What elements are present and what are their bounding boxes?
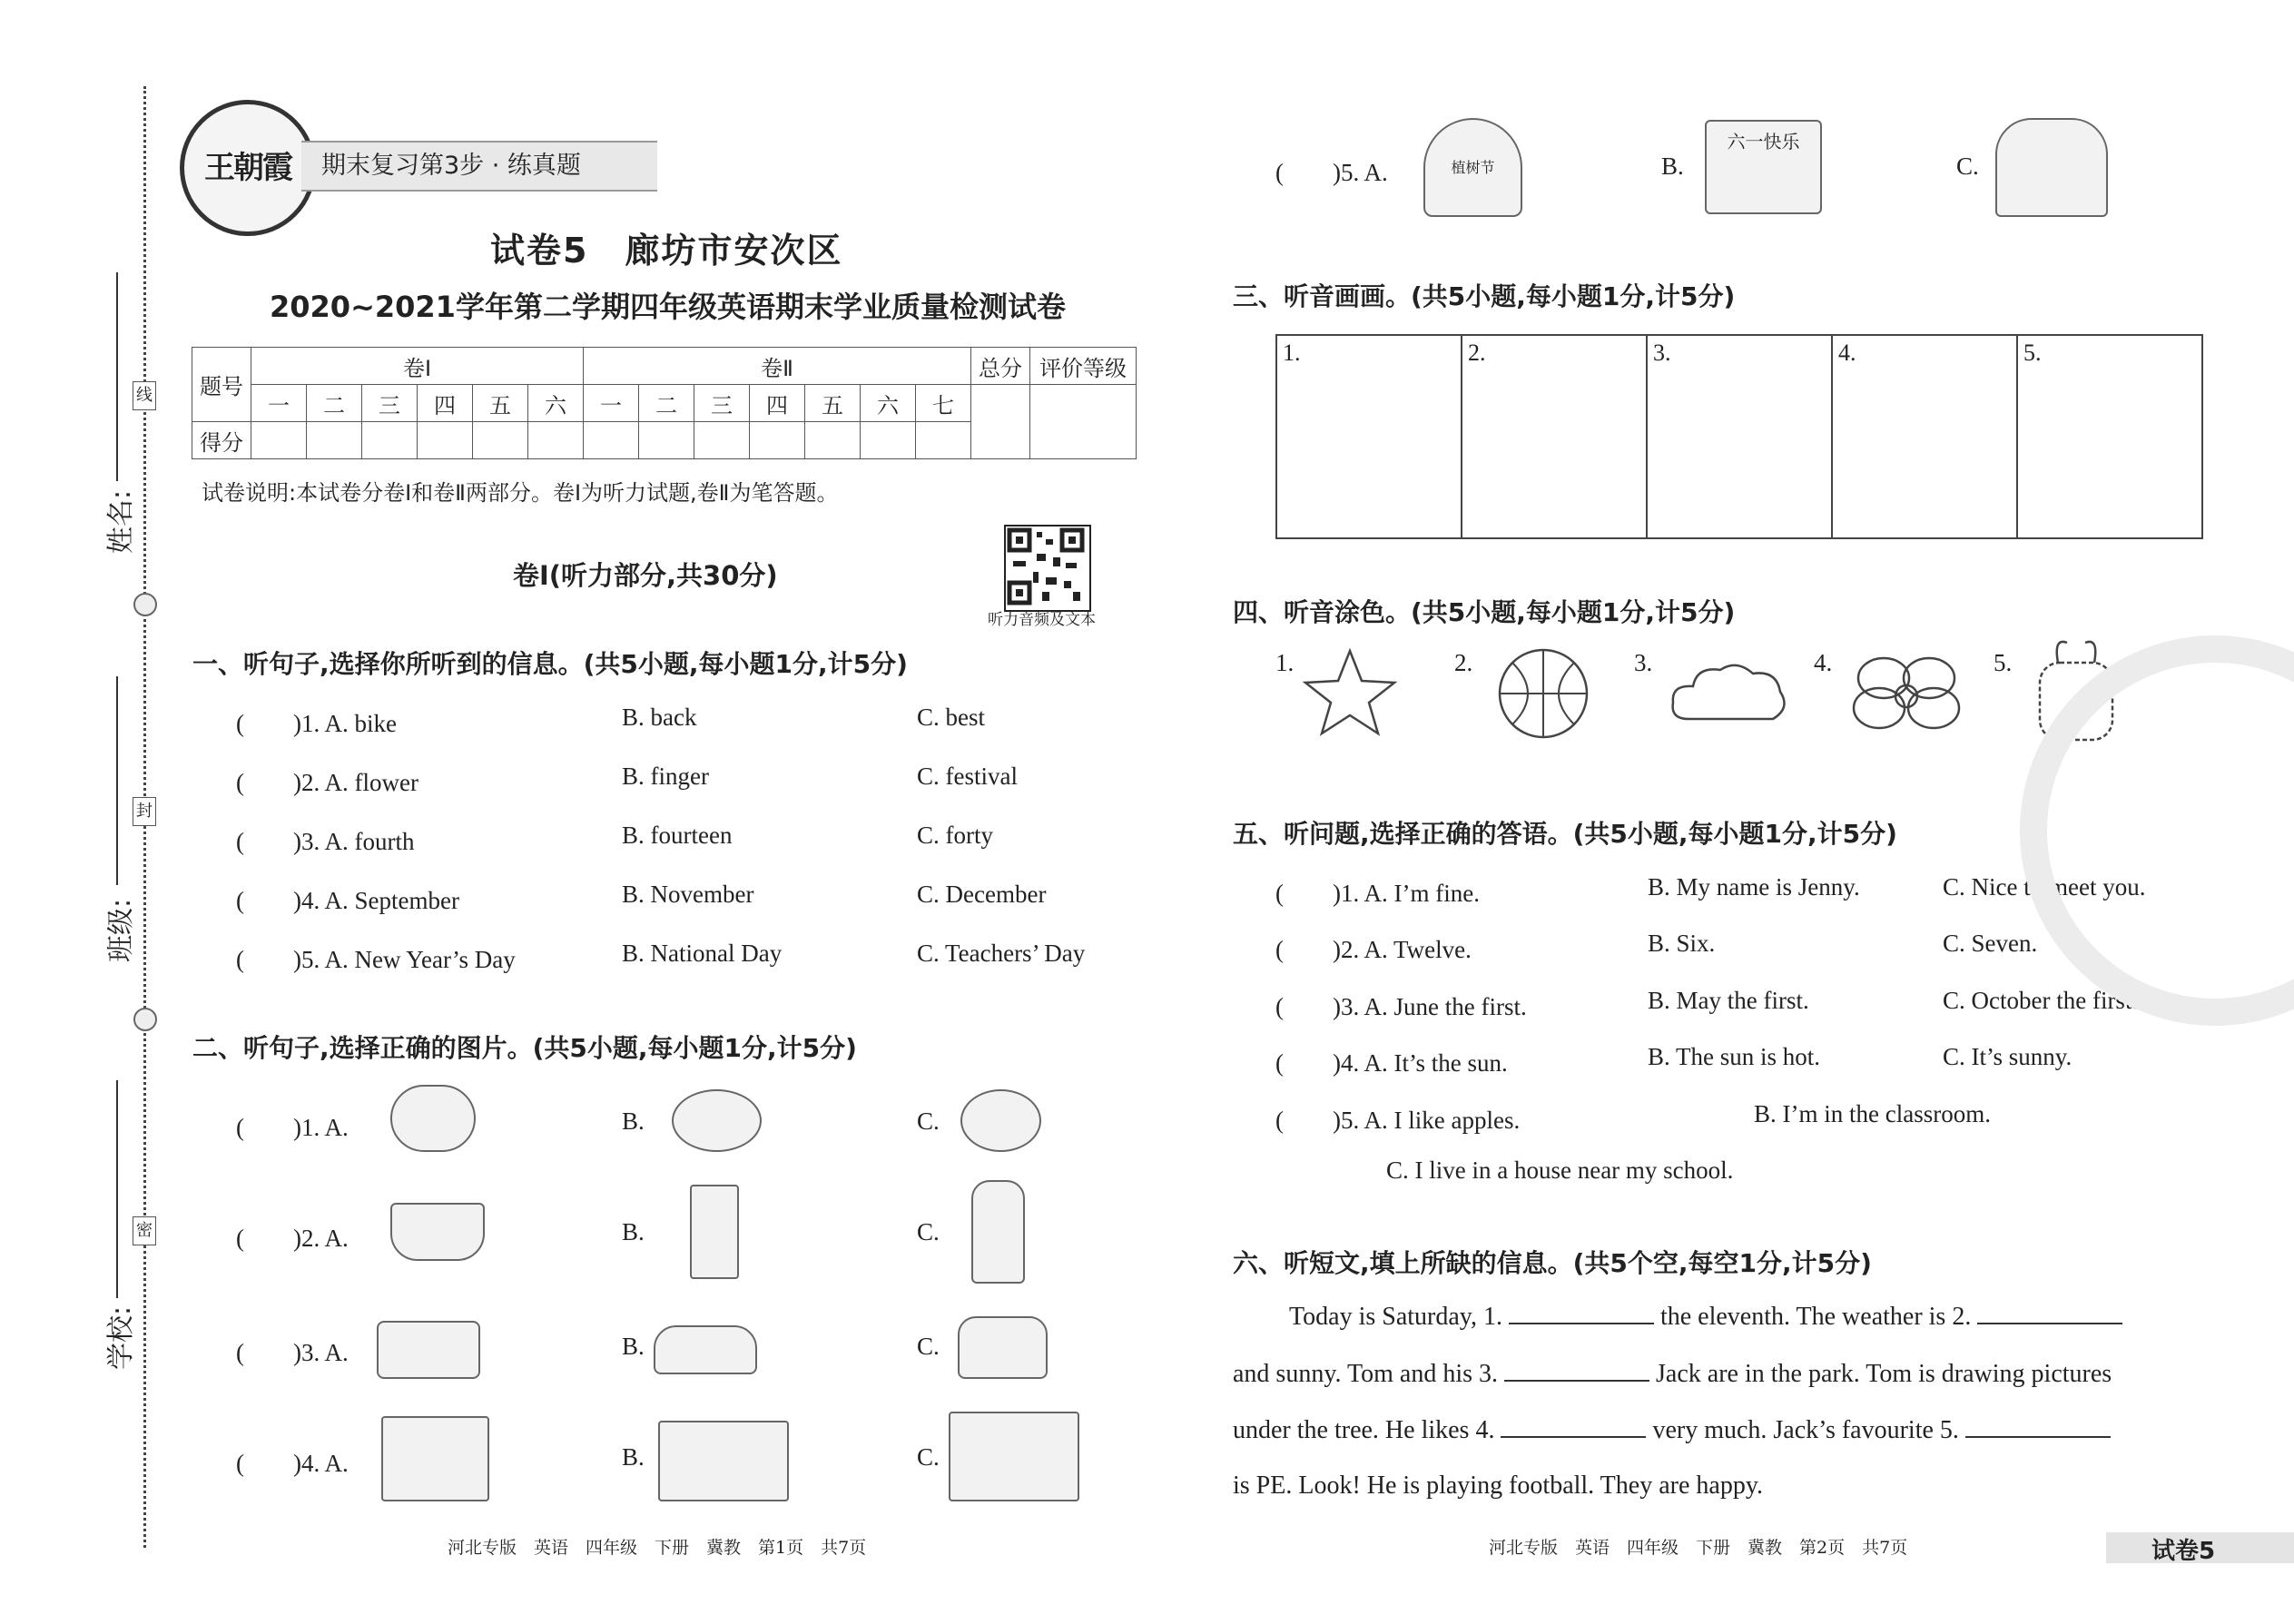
s5-q1-b[interactable]: B. My name is Jenny. [1648,873,1860,901]
basketball-icon[interactable] [1496,646,1590,741]
paper-subtitle: 2020~2021学年第二学期四年级英语期末学业质量检测试卷 [270,290,1066,324]
name-underline [116,272,118,481]
grade-cell[interactable] [1030,385,1137,459]
class-label: 班级: [105,898,138,963]
draw-cell-2[interactable]: 2. [1462,335,1647,538]
score-cell[interactable] [362,422,418,459]
flower-icon[interactable] [1847,646,1965,737]
score-col: 四 [750,385,805,422]
noodles-bowl-icon[interactable] [960,1089,1041,1152]
footer-left: 河北专版 英语 四年级 下册 冀教 第1页 共7页 [448,1538,867,1558]
binding-ring [133,1008,157,1031]
score-col: 六 [528,385,584,422]
s5-q2-b[interactable]: B. Six. [1648,930,1716,957]
name-label: 姓名: [105,489,138,555]
score-cell[interactable] [694,422,750,459]
seal-mark-secret: 密 [133,1216,156,1245]
s1-q3-a[interactable]: ( )3. A. fourth [236,828,415,855]
score-cell[interactable] [418,422,473,459]
s5-q1-a[interactable]: ( )1. A. I’m fine. [1275,880,1480,907]
footer-right: 河北专版 英语 四年级 下册 冀教 第2页 共7页 [1489,1538,1908,1558]
page-tag: 试卷5 [2151,1538,2216,1565]
section6-title: 六、听短文,填上所缺的信息。(共5个空,每空1分,计5分) [1233,1248,1872,1278]
s4-num-5: 5. [1994,649,2013,676]
score-table-grade: 评价等级 [1030,348,1137,385]
s1-q5-a[interactable]: ( )5. A. New Year’s Day [236,946,516,973]
trousers-icon[interactable] [690,1185,739,1279]
s2-q3-a[interactable]: ( )3. A. [236,1339,349,1366]
s5-q4-c[interactable]: C. It’s sunny. [1943,1043,2072,1070]
score-col: 一 [584,385,639,422]
hamburger-icon[interactable] [390,1085,476,1152]
s2-q1-a[interactable]: ( )1. A. [236,1114,349,1141]
score-cell[interactable] [251,422,307,459]
s1-q2-c[interactable]: C. festival [917,763,1018,790]
score-table [192,347,1137,459]
s1-q4-c[interactable]: C. December [917,881,1047,908]
cinema-building-icon[interactable] [658,1421,789,1501]
s1-q1-a[interactable]: ( )1. A. bike [236,710,397,737]
draw-cell-1[interactable]: 1. [1276,335,1462,538]
qr-code-icon[interactable] [1004,525,1091,612]
binding-ring [133,593,157,616]
s2-q2-b[interactable]: B. [622,1218,645,1245]
library-building-icon[interactable] [949,1412,1079,1501]
score-col: 五 [473,385,528,422]
s2-q1-c[interactable]: C. [917,1107,940,1135]
section3-title: 三、听音画画。(共5小题,每小题1分,计5分) [1233,281,1736,311]
s5-q5-c[interactable]: C. I live in a house near my school. [1386,1156,1734,1184]
score-col: 六 [861,385,916,422]
score-col: 三 [362,385,418,422]
s1-q4-b[interactable]: B. November [622,881,754,908]
score-cell[interactable] [805,422,861,459]
part1-title: 卷Ⅰ(听力部分,共30分) [513,560,778,591]
score-cell[interactable] [861,422,916,459]
dress-icon[interactable] [971,1180,1025,1284]
star-icon[interactable] [1300,646,1400,737]
blank-3[interactable] [1504,1360,1649,1382]
skirt-icon[interactable] [390,1203,485,1261]
passage-line-1: Today is Saturday, 1. the eleventh. The weather is 2. [1289,1303,2122,1330]
s1-q1-c[interactable]: C. best [917,704,986,731]
score-cell[interactable] [750,422,805,459]
s2-q5-b[interactable]: B. [1661,153,1684,180]
score-cell[interactable] [584,422,639,459]
score-col: 一 [251,385,307,422]
s2-q4-a[interactable]: ( )4. A. [236,1450,349,1477]
score-table-total: 总分 [971,348,1030,385]
score-col: 四 [418,385,473,422]
school-underline [116,1080,118,1298]
score-cell[interactable] [639,422,694,459]
score-row-label: 得分 [192,422,251,459]
score-cell[interactable] [916,422,971,459]
childrens-day-icon[interactable] [1705,120,1822,214]
blank-2[interactable] [1977,1303,2122,1324]
draw-cell-5[interactable]: 5. [2017,335,2202,538]
score-table-head: 题号 [192,348,251,422]
s4-num-3: 3. [1634,649,1653,676]
paper-title: 试卷5 廊坊市安次区 [490,231,843,271]
s1-q2-b[interactable]: B. finger [622,763,709,790]
exam-note: 试卷说明:本试卷分卷Ⅰ和卷Ⅱ两部分。卷Ⅰ为听力试题,卷Ⅱ为笔答题。 [202,480,839,506]
dumplings-plate-icon[interactable] [672,1089,762,1152]
s2-q5-c[interactable]: C. [1956,153,1979,180]
score-table-part1: 卷Ⅰ [251,348,584,385]
s5-q4-a[interactable]: ( )4. A. It’s the sun. [1275,1049,1508,1077]
s1-q5-b[interactable]: B. National Day [622,940,783,967]
christmas-tree-house-icon[interactable] [1995,118,2108,217]
score-cell[interactable] [307,422,362,459]
s5-q5-a[interactable]: ( )5. A. I like apples. [1275,1107,1521,1134]
section2-title: 二、听句子,选择正确的图片。(共5小题,每小题1分,计5分) [192,1033,857,1063]
class-underline [116,676,118,885]
s2-q4-b[interactable]: B. [622,1443,645,1471]
s2-q3-c[interactable]: C. [917,1333,940,1360]
cloud-icon[interactable] [1666,655,1793,737]
score-cell[interactable] [473,422,528,459]
tree-sign-text: 植树节 [1451,159,1495,176]
s4-num-2: 2. [1454,649,1473,676]
section1-title: 一、听句子,选择你所听到的信息。(共5小题,每小题1分,计5分) [192,649,908,679]
passage-line-4: is PE. Look! He is playing football. They are happy. [1233,1471,1763,1500]
s2-q4-c[interactable]: C. [917,1443,940,1471]
s5-q4-b[interactable]: B. The sun is hot. [1648,1043,1821,1070]
score-col: 二 [639,385,694,422]
seal-mark-line: 线 [133,381,156,410]
bus-icon[interactable] [377,1321,480,1379]
drawing-table [1275,334,2203,539]
draw-cell-4[interactable]: 4. [1832,335,2017,538]
blank-4[interactable] [1501,1416,1646,1438]
s5-q3-c[interactable]: C. October the first. [1943,987,2139,1014]
s2-q2-c[interactable]: C. [917,1218,940,1245]
s5-q2-c[interactable]: C. Seven. [1943,930,2038,957]
car-icon[interactable] [654,1325,757,1374]
s5-q3-b[interactable]: B. May the first. [1648,987,1809,1014]
passage-line-2: and sunny. Tom and his 3. Jack are in the park. Tom is drawing pictures [1233,1360,2112,1388]
s2-q1-b[interactable]: B. [622,1107,645,1135]
score-table-part2: 卷Ⅱ [584,348,971,385]
section4-title: 四、听音涂色。(共5小题,每小题1分,计5分) [1233,597,1736,627]
score-col: 二 [307,385,362,422]
score-col: 七 [916,385,971,422]
tree-planting-day-icon[interactable] [1423,118,1522,217]
draw-cell-3[interactable]: 3. [1647,335,1832,538]
s1-q2-a[interactable]: ( )2. A. flower [236,769,418,796]
score-cell[interactable] [528,422,584,459]
s2-q2-a[interactable]: ( )2. A. [236,1225,349,1252]
school-label: 学校: [105,1305,138,1371]
section5-title: 五、听问题,选择正确的答语。(共5小题,每小题1分,计5分) [1233,819,1897,849]
brand-logo: 王朝霞 [180,100,316,236]
score-col: 五 [805,385,861,422]
childrens-day-sign: 六一快乐 [1727,131,1800,153]
total-cell[interactable] [971,385,1030,459]
blank-5[interactable] [1965,1416,2111,1438]
seal-mark-seal: 封 [133,797,156,826]
s1-q3-c[interactable]: C. forty [917,822,993,849]
s5-q5-b[interactable]: B. I’m in the classroom. [1754,1100,1991,1127]
s5-q1-c[interactable]: C. Nice to meet you. [1943,873,2146,901]
s1-q1-b[interactable]: B. back [622,704,697,731]
s1-q4-a[interactable]: ( )4. A. September [236,887,459,914]
s1-q5-c[interactable]: C. Teachers’ Day [917,940,1086,967]
s5-q3-a[interactable]: ( )3. A. June the first. [1275,993,1527,1020]
taxi-icon[interactable] [958,1316,1048,1379]
passage-line-3: under the tree. He likes 4. very much. Jack’s favourite 5. [1233,1416,2111,1443]
s2-q5-a[interactable]: ( )5. A. [1275,159,1388,186]
s4-num-4: 4. [1814,649,1833,676]
qr-caption: 听力音频及文本 [988,611,1096,629]
s2-q3-b[interactable]: B. [622,1333,645,1360]
s1-q3-b[interactable]: B. fourteen [622,822,733,849]
header-banner: 期末复习第3步 · 练真题 [301,141,657,192]
score-col: 三 [694,385,750,422]
s4-num-1: 1. [1275,649,1295,676]
s5-q2-a[interactable]: ( )2. A. Twelve. [1275,936,1472,963]
blank-1[interactable] [1509,1303,1654,1324]
shop-building-icon[interactable] [381,1416,489,1501]
